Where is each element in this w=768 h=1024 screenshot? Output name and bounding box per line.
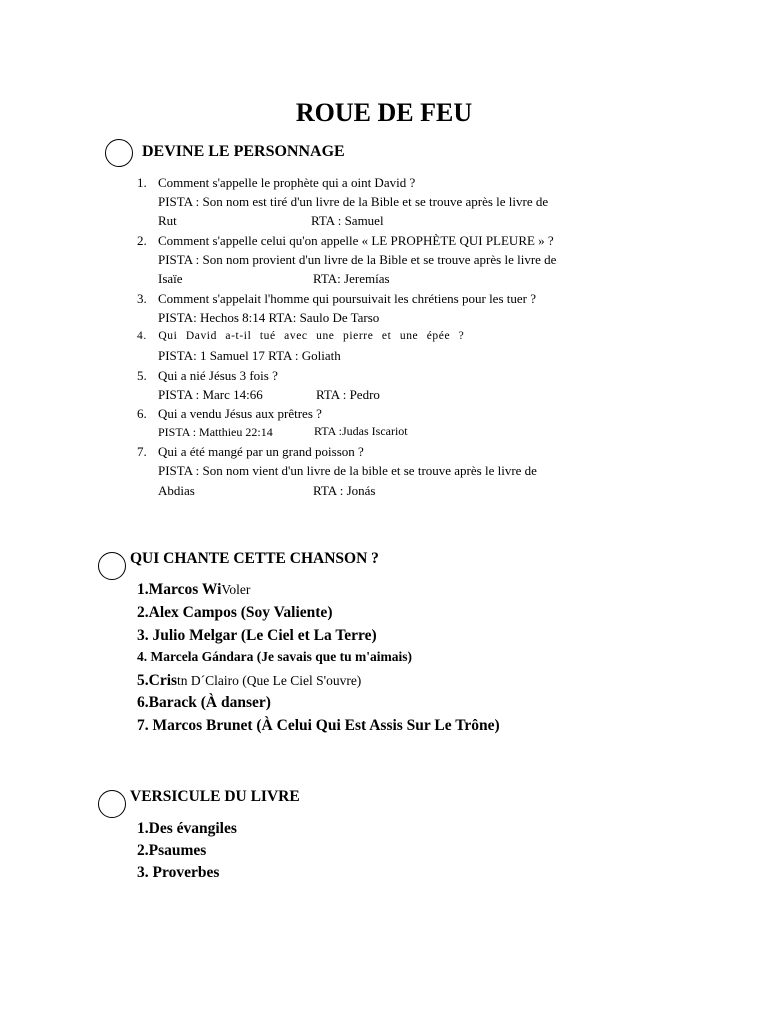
question-hint: PISTA: Hechos 8:14 RTA: Saulo De Tarso [158, 310, 380, 325]
question-item-3: 3. Comment s'appelait l'homme qui poursuivait les chrétiens pour les tuer ? [137, 291, 536, 306]
song-item-5: 5.Cristn D´Clairo (Que Le Ciel S'ouvre) [137, 672, 362, 689]
answer: RTA : Jonás [313, 483, 376, 498]
question-hint: PISTA : Marc 14:66 [158, 387, 263, 402]
song-item-1: 1.Marcos WiVoler [137, 581, 251, 598]
section-heading: VERSICULE DU LIVRE [130, 788, 300, 805]
question-item-6: 6. Qui a vendu Jésus aux prêtres ? [137, 406, 322, 421]
section-heading: QUI CHANTE CETTE CHANSON ? [130, 550, 379, 567]
question-item-7: 7. Qui a été mangé par un grand poisson ? [137, 444, 364, 459]
answer: RTA: Jeremías [313, 271, 390, 286]
hint-book: Rut [158, 213, 177, 228]
section-checkbox-circle[interactable] [105, 139, 133, 167]
hint-book: Isaïe [158, 271, 183, 286]
question-item-4: 4. Qui David a-t-il tué avec une pierre et une épée ? [137, 330, 465, 342]
answer: RTA :Judas Iscariot [314, 424, 408, 438]
song-item-4: 4. Marcela Gándara (Je savais que tu m'aimais) [137, 649, 412, 664]
question-hint: PISTA : Matthieu 22:14 [158, 425, 273, 439]
page-title: ROUE DE FEU [295, 98, 473, 127]
song-item-7: 7. Marcos Brunet (À Celui Qui Est Assis Sur Le Trône) [137, 717, 500, 734]
section-checkbox-circle[interactable] [98, 552, 126, 580]
song-item-6: 6.Barack (À danser) [137, 694, 271, 711]
question-item-5: 5. Qui a nié Jésus 3 fois ? [137, 368, 278, 383]
song-item-3: 3. Julio Melgar (Le Ciel et La Terre) [137, 627, 377, 644]
question-hint: PISTA : Son nom vient d'un livre de la bible et se trouve après le livre de [158, 463, 537, 478]
question-hint: PISTA : Son nom provient d'un livre de la Bible et se trouve après le livre de [158, 252, 557, 267]
book-item-3: 3. Proverbes [137, 864, 220, 881]
question-hint: PISTA : Son nom est tiré d'un livre de la Bible et se trouve après le livre de [158, 194, 549, 209]
song-item-2: 2.Alex Campos (Soy Valiente) [137, 604, 333, 621]
question-item-2: 2. Comment s'appelle celui qu'on appelle « LE PROPHÈTE QUI PLEURE » ? [137, 233, 554, 248]
book-item-2: 2.Psaumes [137, 842, 207, 859]
section-checkbox-circle[interactable] [98, 790, 126, 818]
section-heading: DEVINE LE PERSONNAGE [142, 143, 345, 160]
book-item-1: 1.Des évangiles [137, 820, 237, 837]
answer: RTA : Samuel [311, 213, 384, 228]
hint-book: Abdias [158, 483, 195, 498]
answer: RTA : Pedro [316, 387, 380, 402]
question-hint: PISTA: 1 Samuel 17 RTA : Goliath [158, 348, 341, 363]
